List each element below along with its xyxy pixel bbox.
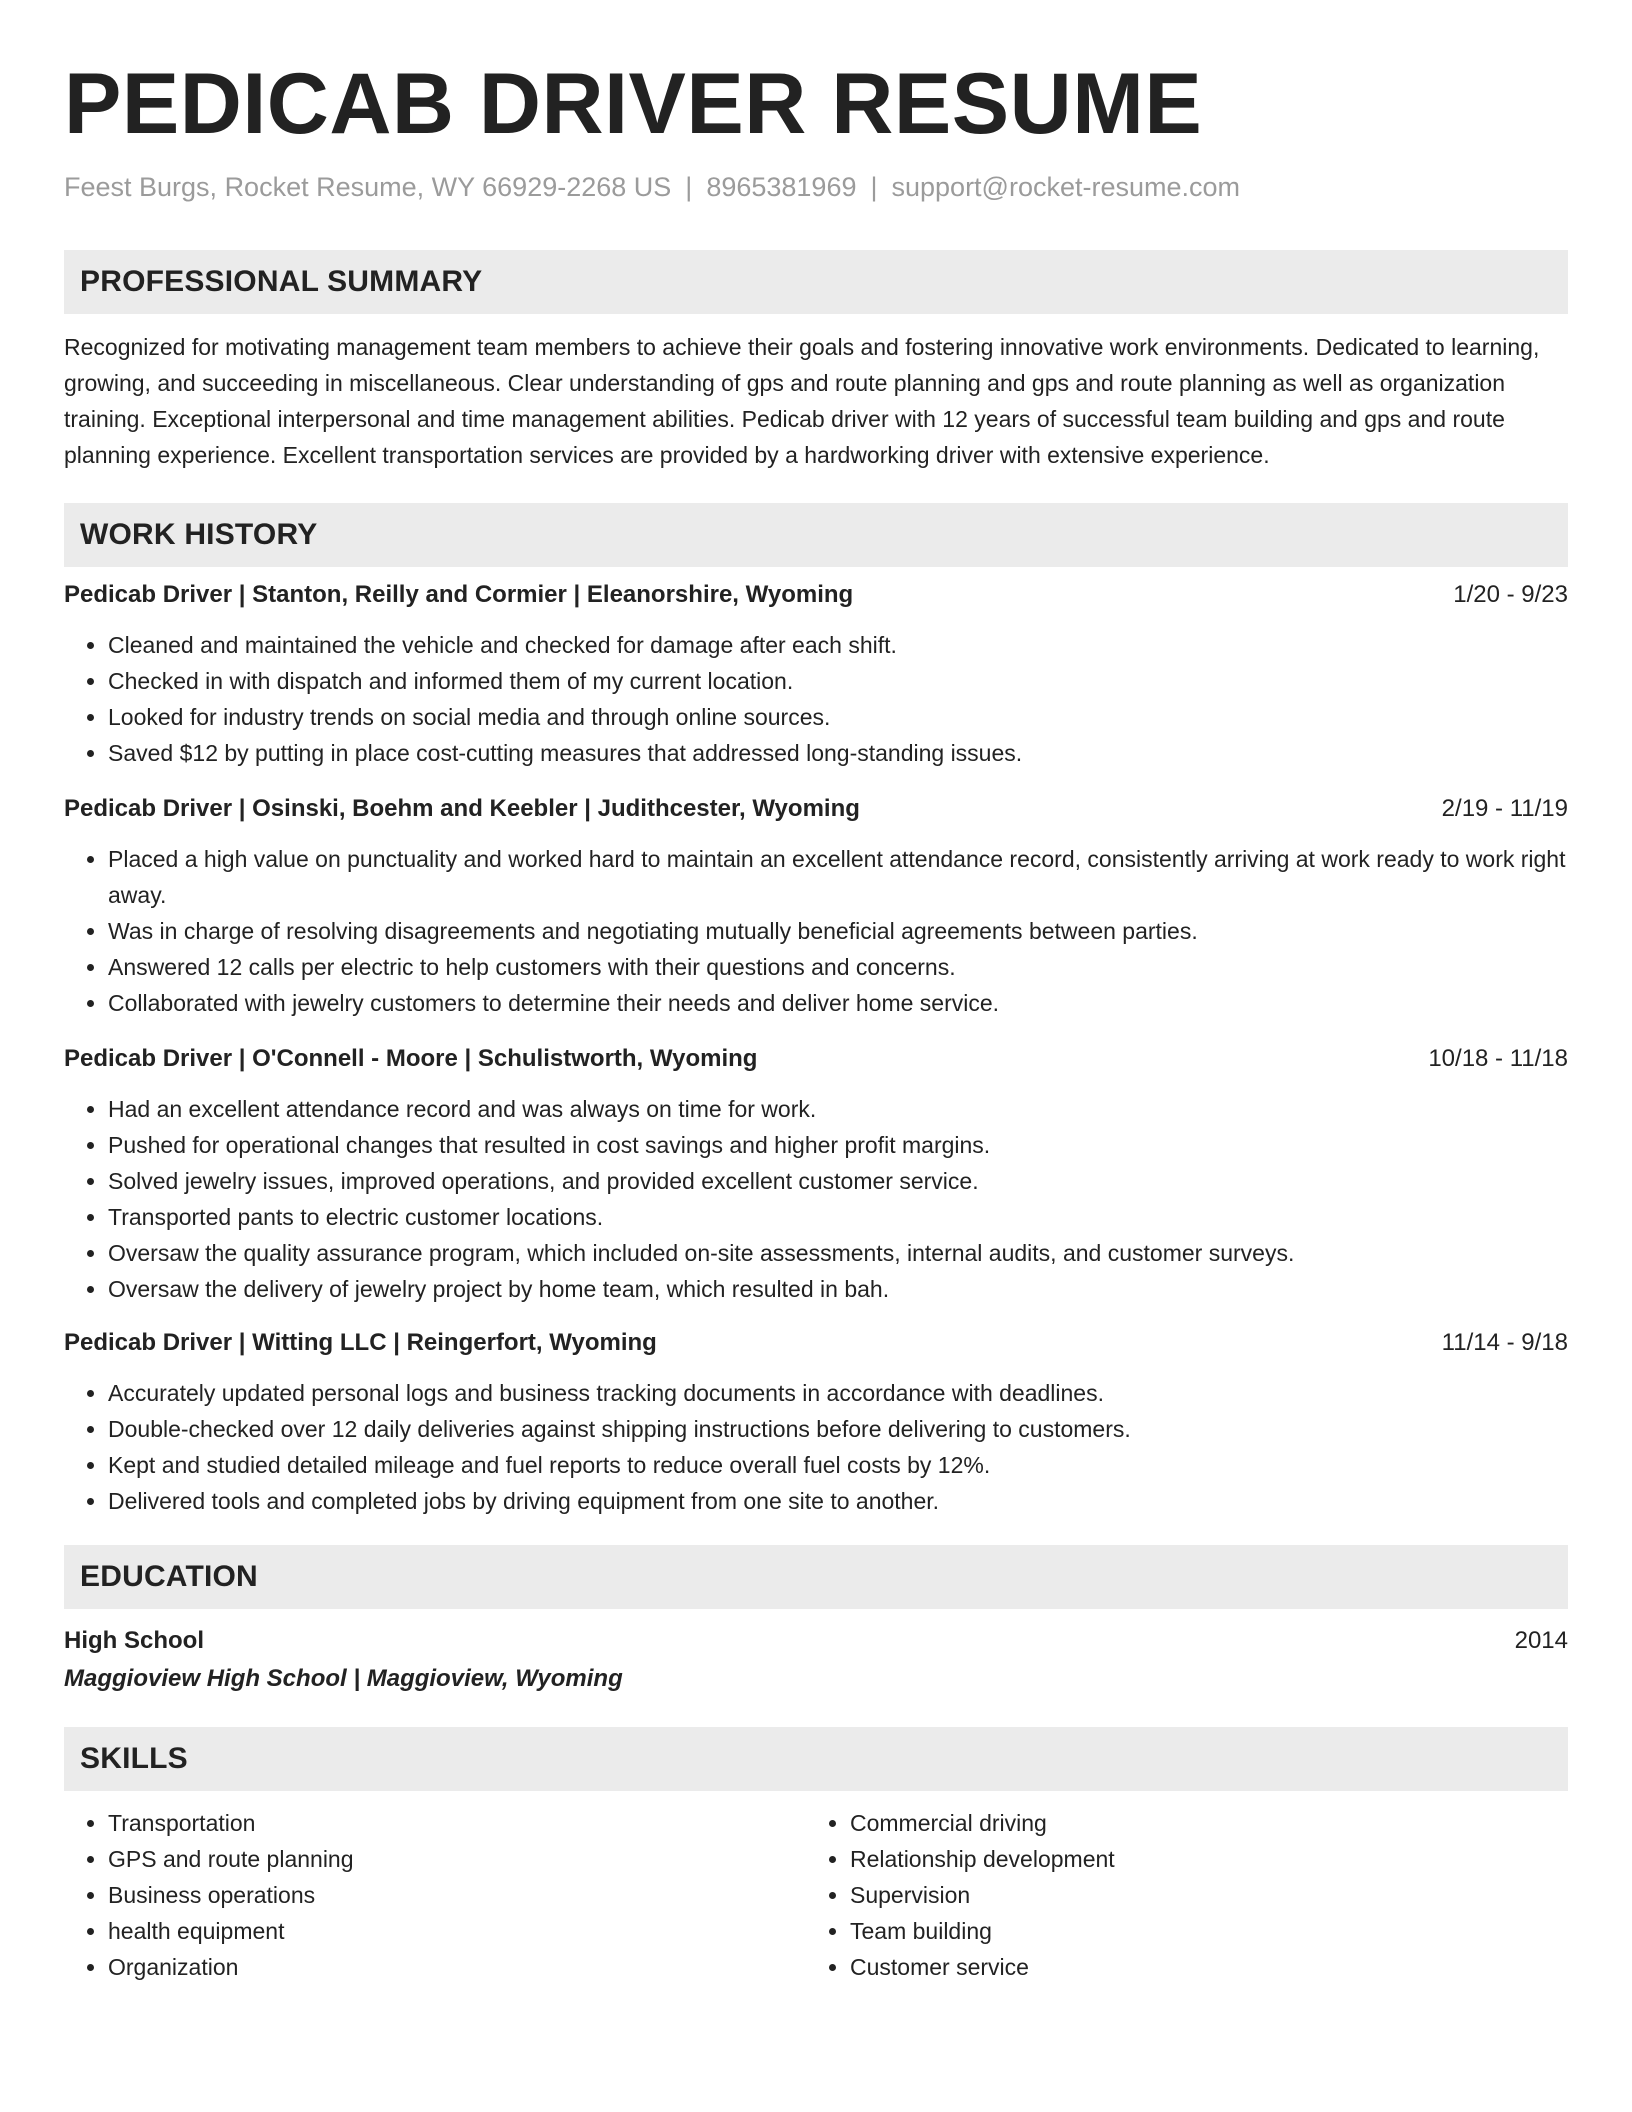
education-school: Maggioview High School | Maggioview, Wyoming [64,1665,623,1692]
skill-item: • GPS and route planning [108,1841,806,1877]
job-bullets [64,1375,1568,1519]
education-degree: High School [64,1627,204,1654]
job-bullets [64,627,1568,771]
contact-line [64,170,1568,204]
job-bullet: • Answered 12 calls per electric to help customers with their questions and concerns. [108,949,1568,985]
job-title: Pedicab Driver | Witting LLC | Reingerfort, Wyoming [64,1329,657,1356]
resume-title: PEDICAB DRIVER RESUME [64,56,1203,152]
job-bullet: • Solved jewelry issues, improved operations, and provided excellent customer service. [108,1163,1568,1199]
job-bullets [64,841,1568,1021]
job-bullet: • Double-checked over 12 daily deliveries against shipping instructions before delivering to customers. [108,1411,1568,1447]
job-bullet: • Placed a high value on punctuality and worked hard to maintain an excellent attendance record, consistently arriving at work ready to work right away. [108,841,1568,913]
job-title: Pedicab Driver | Osinski, Boehm and Keebler | Judithcester, Wyoming [64,795,860,822]
job-bullet: • Pushed for operational changes that resulted in cost savings and higher profit margins. [108,1127,1568,1163]
education-header [64,1623,1568,1659]
job-header [64,791,1568,827]
skill-item: • Business operations [108,1877,806,1913]
job-bullet: • Had an excellent attendance record and was always on time for work. [108,1091,1568,1127]
job-header [64,1325,1568,1361]
job-bullet: • Oversaw the delivery of jewelry project by home team, which resulted in bah. [108,1271,1568,1307]
skill-item: • health equipment [108,1913,806,1949]
job-dates: 1/20 - 9/23 [1453,581,1568,608]
contact-separator: | [685,172,693,202]
contact-phone: 8965381969 [706,172,857,202]
job-bullet: • Delivered tools and completed jobs by driving equipment from one site to another. [108,1483,1568,1519]
skill-item: • Commercial driving [850,1805,1548,1841]
job-bullet: • Oversaw the quality assurance program, which included on-site assessments, internal audits, and customer surveys. [108,1235,1568,1271]
job-title: Pedicab Driver | Stanton, Reilly and Cormier | Eleanorshire, Wyoming [64,581,854,608]
job-bullet: • Looked for industry trends on social media and through online sources. [108,699,1568,735]
education-year: 2014 [1514,1627,1568,1654]
job-entry [64,1325,1568,1519]
section-header-education: EDUCATION [64,1545,1568,1609]
job-entry [64,791,1568,1021]
skill-item: • Organization [108,1949,806,1985]
skills-column-right [806,1805,1548,1985]
job-bullet: • Transported pants to electric customer locations. [108,1199,1568,1235]
contact-separator: | [870,172,878,202]
job-entry [64,1041,1568,1307]
contact-email[interactable]: support@rocket-resume.com [891,172,1241,202]
contact-address: Feest Burgs, Rocket Resume, WY 66929-2268 US [64,172,672,202]
job-dates: 2/19 - 11/19 [1441,795,1568,822]
job-dates: 10/18 - 11/18 [1428,1045,1568,1072]
skill-item: • Transportation [108,1805,806,1841]
job-bullet: • Was in charge of resolving disagreements and negotiating mutually beneficial agreements between parties. [108,913,1568,949]
job-entry [64,577,1568,771]
job-bullets [64,1091,1568,1307]
skills-column-left [64,1805,806,1985]
job-bullet: • Cleaned and maintained the vehicle and checked for damage after each shift. [108,627,1568,663]
job-bullet: • Saved $12 by putting in place cost-cutting measures that addressed long-standing issues. [108,735,1568,771]
job-dates: 11/14 - 9/18 [1441,1329,1568,1356]
summary-text: Recognized for motivating management team members to achieve their goals and fostering innovative work environments. Dedicated to learning, growing, and succeeding in miscellaneous. Clear understanding of gps and route planning and gps and route planning as well as organization training. Exceptional interpersonal and time management abilities. Pedicab driver with 12 years of successful team building and gps and route planning experience. Excellent transportation services are provided by a hardworking driver with extensive experience. [64,334,1540,468]
job-header [64,577,1568,613]
job-bullet: • Accurately updated personal logs and business tracking documents in accordance with deadlines. [108,1375,1568,1411]
skills-grid [64,1805,1568,1985]
job-title: Pedicab Driver | O'Connell - Moore | Schulistworth, Wyoming [64,1045,758,1072]
skill-item: • Customer service [850,1949,1548,1985]
job-header [64,1041,1568,1077]
job-bullet: • Collaborated with jewelry customers to determine their needs and deliver home service. [108,985,1568,1021]
job-bullet: • Kept and studied detailed mileage and fuel reports to reduce overall fuel costs by 12%. [108,1447,1568,1483]
section-header-summary: PROFESSIONAL SUMMARY [64,250,1568,314]
skill-item: • Relationship development [850,1841,1548,1877]
job-bullet: • Checked in with dispatch and informed them of my current location. [108,663,1568,699]
skill-item: • Team building [850,1913,1548,1949]
section-header-work-history: WORK HISTORY [64,503,1568,567]
section-header-skills: SKILLS [64,1727,1568,1791]
skill-item: • Supervision [850,1877,1548,1913]
